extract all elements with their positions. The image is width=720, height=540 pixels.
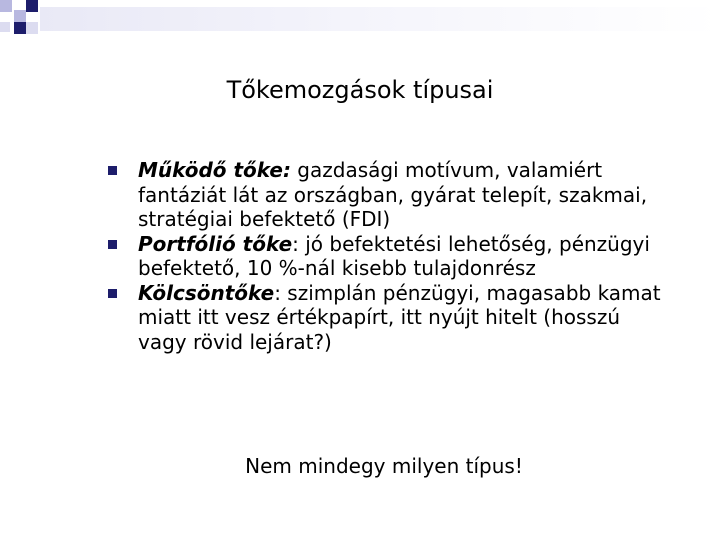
bullet-term: Kölcsöntőke — [138, 280, 275, 305]
conclusion-text: Nem mindegy milyen típus! — [245, 454, 523, 478]
decor-square-icon — [26, 0, 38, 12]
square-bullet-icon — [108, 166, 117, 175]
decor-square-icon — [14, 22, 26, 34]
decor-square-icon — [0, 0, 12, 12]
conclusion — [0, 452, 720, 480]
square-bullet-icon — [108, 240, 117, 249]
bullet-text: : szimplán pénzügyi, magasabb kamat miatt itt vesz értékpapírt, itt nyújt hitelt (hosszú vagy rövid lejárat?) — [138, 280, 661, 354]
list-item — [108, 232, 668, 281]
list-item — [108, 158, 668, 232]
bullet-term: Portfólió tőke — [138, 231, 293, 256]
decor-square-icon — [0, 22, 10, 32]
square-bullet-icon — [108, 289, 117, 298]
bullet-text: : jó befektetési lehetőség, pénzügyi befektető, 10 %-nál kisebb tulajdonrész — [138, 231, 650, 280]
bullet-term: Működő tőke: — [138, 158, 291, 182]
header-gradient-bar — [40, 7, 720, 31]
bullet-text: gazdasági motívum, valamiért fantáziát lát az országban, gyárat telepít, szakmai, stratégiai befektető (FDI) — [138, 158, 648, 231]
slide-title — [0, 72, 720, 108]
decor-square-icon — [14, 10, 26, 22]
slide-title-text: Tőkemozgások típusai — [226, 76, 494, 104]
list-item — [108, 281, 668, 355]
decor-square-icon — [26, 22, 38, 34]
bullet-list — [108, 158, 668, 354]
